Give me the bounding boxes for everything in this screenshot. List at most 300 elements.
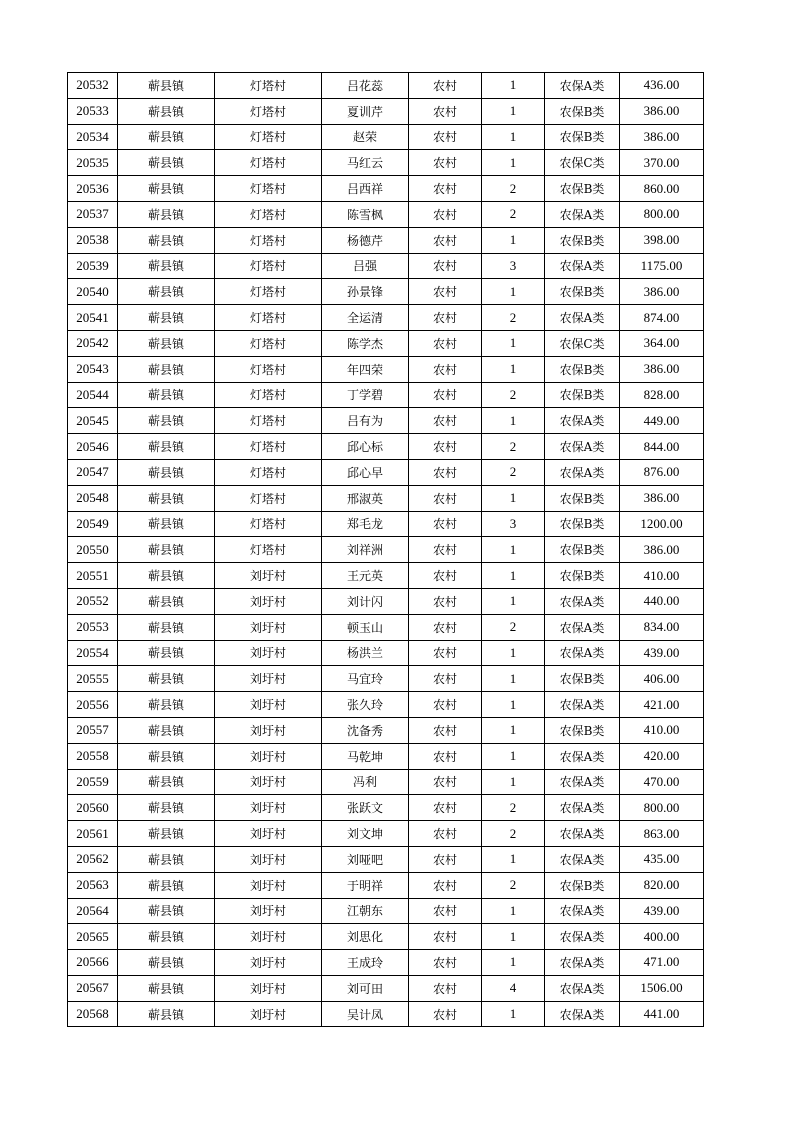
amount-cell: 449.00 — [620, 408, 704, 434]
record-id-cell: 20566 — [68, 950, 118, 976]
village-cell: 刘圩村 — [215, 666, 322, 692]
record-id-cell: 20546 — [68, 434, 118, 460]
town-cell: 蕲县镇 — [118, 459, 215, 485]
table-row — [68, 898, 704, 924]
town-cell: 蕲县镇 — [118, 666, 215, 692]
town-cell: 蕲县镇 — [118, 975, 215, 1001]
name-cell: 吕西祥 — [322, 176, 409, 202]
household-count-cell: 1 — [482, 1001, 545, 1027]
household-count-cell: 1 — [482, 692, 545, 718]
category-cell: 农保A类 — [545, 408, 620, 434]
table-row — [68, 227, 704, 253]
household-count-cell: 3 — [482, 511, 545, 537]
area-type-cell: 农村 — [409, 124, 482, 150]
record-id-cell: 20564 — [68, 898, 118, 924]
table-row — [68, 975, 704, 1001]
category-cell: 农保B类 — [545, 485, 620, 511]
category-cell: 农保B类 — [545, 124, 620, 150]
village-cell: 刘圩村 — [215, 614, 322, 640]
amount-cell: 386.00 — [620, 356, 704, 382]
household-count-cell: 2 — [482, 459, 545, 485]
amount-cell: 386.00 — [620, 98, 704, 124]
record-id-cell: 20542 — [68, 330, 118, 356]
name-cell: 吴计凤 — [322, 1001, 409, 1027]
name-cell: 江朝东 — [322, 898, 409, 924]
town-cell: 蕲县镇 — [118, 692, 215, 718]
household-count-cell: 1 — [482, 330, 545, 356]
amount-cell: 820.00 — [620, 872, 704, 898]
record-id-cell: 20543 — [68, 356, 118, 382]
village-cell: 刘圩村 — [215, 588, 322, 614]
name-cell: 杨德芹 — [322, 227, 409, 253]
area-type-cell: 农村 — [409, 459, 482, 485]
area-type-cell: 农村 — [409, 795, 482, 821]
name-cell: 邱心标 — [322, 434, 409, 460]
name-cell: 吕花蕊 — [322, 73, 409, 99]
area-type-cell: 农村 — [409, 201, 482, 227]
record-id-cell: 20554 — [68, 640, 118, 666]
town-cell: 蕲县镇 — [118, 408, 215, 434]
category-cell: 农保B类 — [545, 537, 620, 563]
record-id-cell: 20560 — [68, 795, 118, 821]
village-cell: 刘圩村 — [215, 975, 322, 1001]
village-cell: 刘圩村 — [215, 692, 322, 718]
category-cell: 农保B类 — [545, 176, 620, 202]
household-count-cell: 2 — [482, 795, 545, 821]
town-cell: 蕲县镇 — [118, 717, 215, 743]
category-cell: 农保A类 — [545, 1001, 620, 1027]
table-row — [68, 588, 704, 614]
amount-cell: 421.00 — [620, 692, 704, 718]
town-cell: 蕲县镇 — [118, 640, 215, 666]
amount-cell: 400.00 — [620, 924, 704, 950]
record-id-cell: 20556 — [68, 692, 118, 718]
name-cell: 吕有为 — [322, 408, 409, 434]
category-cell: 农保A类 — [545, 434, 620, 460]
table-row — [68, 459, 704, 485]
table-row — [68, 537, 704, 563]
name-cell: 刘可田 — [322, 975, 409, 1001]
village-cell: 刘圩村 — [215, 821, 322, 847]
village-cell: 灯塔村 — [215, 73, 322, 99]
category-cell: 农保C类 — [545, 330, 620, 356]
name-cell: 马宜玲 — [322, 666, 409, 692]
name-cell: 马乾坤 — [322, 743, 409, 769]
category-cell: 农保B类 — [545, 356, 620, 382]
area-type-cell: 农村 — [409, 98, 482, 124]
record-id-cell: 20567 — [68, 975, 118, 1001]
area-type-cell: 农村 — [409, 872, 482, 898]
category-cell: 农保A类 — [545, 924, 620, 950]
name-cell: 刘计闪 — [322, 588, 409, 614]
area-type-cell: 农村 — [409, 588, 482, 614]
category-cell: 农保A类 — [545, 459, 620, 485]
household-count-cell: 1 — [482, 537, 545, 563]
table-row — [68, 769, 704, 795]
household-count-cell: 2 — [482, 821, 545, 847]
name-cell: 全运清 — [322, 305, 409, 331]
town-cell: 蕲县镇 — [118, 485, 215, 511]
record-id-cell: 20549 — [68, 511, 118, 537]
town-cell: 蕲县镇 — [118, 124, 215, 150]
table-row — [68, 743, 704, 769]
amount-cell: 435.00 — [620, 846, 704, 872]
village-cell: 刘圩村 — [215, 640, 322, 666]
category-cell: 农保A类 — [545, 795, 620, 821]
town-cell: 蕲县镇 — [118, 743, 215, 769]
area-type-cell: 农村 — [409, 666, 482, 692]
household-count-cell: 2 — [482, 872, 545, 898]
town-cell: 蕲县镇 — [118, 537, 215, 563]
household-count-cell: 1 — [482, 150, 545, 176]
category-cell: 农保C类 — [545, 150, 620, 176]
record-id-cell: 20535 — [68, 150, 118, 176]
name-cell: 王元英 — [322, 563, 409, 589]
table-row — [68, 666, 704, 692]
table-row — [68, 821, 704, 847]
name-cell: 年四荣 — [322, 356, 409, 382]
area-type-cell: 农村 — [409, 692, 482, 718]
category-cell: 农保A类 — [545, 305, 620, 331]
name-cell: 杨洪兰 — [322, 640, 409, 666]
household-count-cell: 1 — [482, 666, 545, 692]
area-type-cell: 农村 — [409, 511, 482, 537]
household-count-cell: 2 — [482, 201, 545, 227]
amount-cell: 874.00 — [620, 305, 704, 331]
village-cell: 刘圩村 — [215, 743, 322, 769]
name-cell: 丁学碧 — [322, 382, 409, 408]
town-cell: 蕲县镇 — [118, 382, 215, 408]
name-cell: 刘思化 — [322, 924, 409, 950]
name-cell: 赵荣 — [322, 124, 409, 150]
record-id-cell: 20568 — [68, 1001, 118, 1027]
area-type-cell: 农村 — [409, 485, 482, 511]
table-row — [68, 253, 704, 279]
area-type-cell: 农村 — [409, 821, 482, 847]
town-cell: 蕲县镇 — [118, 150, 215, 176]
name-cell: 邱心早 — [322, 459, 409, 485]
village-cell: 刘圩村 — [215, 563, 322, 589]
town-cell: 蕲县镇 — [118, 950, 215, 976]
record-id-cell: 20541 — [68, 305, 118, 331]
record-id-cell: 20563 — [68, 872, 118, 898]
amount-cell: 406.00 — [620, 666, 704, 692]
area-type-cell: 农村 — [409, 743, 482, 769]
household-count-cell: 1 — [482, 898, 545, 924]
table-row — [68, 950, 704, 976]
amount-cell: 860.00 — [620, 176, 704, 202]
area-type-cell: 农村 — [409, 176, 482, 202]
table-row — [68, 614, 704, 640]
category-cell: 农保A类 — [545, 201, 620, 227]
town-cell: 蕲县镇 — [118, 846, 215, 872]
table-row — [68, 717, 704, 743]
table-row — [68, 485, 704, 511]
amount-cell: 800.00 — [620, 795, 704, 821]
household-count-cell: 2 — [482, 305, 545, 331]
record-id-cell: 20538 — [68, 227, 118, 253]
table-row — [68, 201, 704, 227]
amount-cell: 800.00 — [620, 201, 704, 227]
table-row — [68, 872, 704, 898]
area-type-cell: 农村 — [409, 253, 482, 279]
name-cell: 刘文坤 — [322, 821, 409, 847]
town-cell: 蕲县镇 — [118, 511, 215, 537]
village-cell: 灯塔村 — [215, 511, 322, 537]
household-count-cell: 1 — [482, 98, 545, 124]
table-row — [68, 692, 704, 718]
name-cell: 吕强 — [322, 253, 409, 279]
amount-cell: 386.00 — [620, 124, 704, 150]
table-row — [68, 563, 704, 589]
record-id-cell: 20565 — [68, 924, 118, 950]
household-count-cell: 1 — [482, 485, 545, 511]
category-cell: 农保A类 — [545, 898, 620, 924]
category-cell: 农保A类 — [545, 73, 620, 99]
household-count-cell: 1 — [482, 846, 545, 872]
record-id-cell: 20557 — [68, 717, 118, 743]
household-count-cell: 1 — [482, 717, 545, 743]
amount-cell: 364.00 — [620, 330, 704, 356]
name-cell: 邢淑英 — [322, 485, 409, 511]
village-cell: 刘圩村 — [215, 924, 322, 950]
town-cell: 蕲县镇 — [118, 73, 215, 99]
category-cell: 农保B类 — [545, 563, 620, 589]
record-id-cell: 20534 — [68, 124, 118, 150]
category-cell: 农保B类 — [545, 98, 620, 124]
village-cell: 灯塔村 — [215, 124, 322, 150]
amount-cell: 441.00 — [620, 1001, 704, 1027]
household-count-cell: 1 — [482, 124, 545, 150]
category-cell: 农保A类 — [545, 743, 620, 769]
table-row — [68, 408, 704, 434]
town-cell: 蕲县镇 — [118, 356, 215, 382]
village-cell: 刘圩村 — [215, 1001, 322, 1027]
record-id-cell: 20548 — [68, 485, 118, 511]
village-cell: 灯塔村 — [215, 201, 322, 227]
table-row — [68, 124, 704, 150]
household-count-cell: 2 — [482, 176, 545, 202]
village-cell: 灯塔村 — [215, 150, 322, 176]
record-id-cell: 20559 — [68, 769, 118, 795]
table-row — [68, 98, 704, 124]
category-cell: 农保B类 — [545, 872, 620, 898]
village-cell: 灯塔村 — [215, 176, 322, 202]
household-count-cell: 1 — [482, 640, 545, 666]
town-cell: 蕲县镇 — [118, 872, 215, 898]
town-cell: 蕲县镇 — [118, 821, 215, 847]
record-id-cell: 20551 — [68, 563, 118, 589]
village-cell: 灯塔村 — [215, 356, 322, 382]
household-count-cell: 1 — [482, 588, 545, 614]
table-row — [68, 73, 704, 99]
amount-cell: 439.00 — [620, 640, 704, 666]
village-cell: 刘圩村 — [215, 898, 322, 924]
table-row — [68, 382, 704, 408]
area-type-cell: 农村 — [409, 356, 482, 382]
name-cell: 顿玉山 — [322, 614, 409, 640]
village-cell: 灯塔村 — [215, 279, 322, 305]
category-cell: 农保B类 — [545, 382, 620, 408]
village-cell: 灯塔村 — [215, 305, 322, 331]
town-cell: 蕲县镇 — [118, 176, 215, 202]
household-count-cell: 2 — [482, 614, 545, 640]
amount-cell: 1506.00 — [620, 975, 704, 1001]
area-type-cell: 农村 — [409, 563, 482, 589]
table-row — [68, 795, 704, 821]
household-count-cell: 3 — [482, 253, 545, 279]
household-count-cell: 4 — [482, 975, 545, 1001]
village-cell: 刘圩村 — [215, 717, 322, 743]
table-body — [68, 73, 704, 1027]
name-cell: 孙景锋 — [322, 279, 409, 305]
town-cell: 蕲县镇 — [118, 201, 215, 227]
category-cell: 农保A类 — [545, 588, 620, 614]
record-id-cell: 20558 — [68, 743, 118, 769]
name-cell: 刘哑吧 — [322, 846, 409, 872]
amount-cell: 410.00 — [620, 717, 704, 743]
amount-cell: 1175.00 — [620, 253, 704, 279]
table-row — [68, 305, 704, 331]
town-cell: 蕲县镇 — [118, 769, 215, 795]
name-cell: 刘祥洲 — [322, 537, 409, 563]
category-cell: 农保A类 — [545, 692, 620, 718]
town-cell: 蕲县镇 — [118, 588, 215, 614]
area-type-cell: 农村 — [409, 150, 482, 176]
category-cell: 农保A类 — [545, 821, 620, 847]
category-cell: 农保B类 — [545, 666, 620, 692]
record-id-cell: 20539 — [68, 253, 118, 279]
table-row — [68, 846, 704, 872]
record-id-cell: 20540 — [68, 279, 118, 305]
household-count-cell: 1 — [482, 73, 545, 99]
amount-cell: 398.00 — [620, 227, 704, 253]
household-count-cell: 1 — [482, 924, 545, 950]
town-cell: 蕲县镇 — [118, 330, 215, 356]
record-id-cell: 20562 — [68, 846, 118, 872]
area-type-cell: 农村 — [409, 769, 482, 795]
village-cell: 灯塔村 — [215, 382, 322, 408]
name-cell: 陈学杰 — [322, 330, 409, 356]
area-type-cell: 农村 — [409, 305, 482, 331]
household-count-cell: 1 — [482, 279, 545, 305]
amount-cell: 386.00 — [620, 485, 704, 511]
household-count-cell: 2 — [482, 382, 545, 408]
category-cell: 农保A类 — [545, 975, 620, 1001]
village-cell: 灯塔村 — [215, 434, 322, 460]
record-id-cell: 20545 — [68, 408, 118, 434]
area-type-cell: 农村 — [409, 434, 482, 460]
village-cell: 灯塔村 — [215, 330, 322, 356]
table-row — [68, 279, 704, 305]
town-cell: 蕲县镇 — [118, 434, 215, 460]
household-count-cell: 1 — [482, 743, 545, 769]
village-cell: 灯塔村 — [215, 227, 322, 253]
area-type-cell: 农村 — [409, 846, 482, 872]
amount-cell: 470.00 — [620, 769, 704, 795]
name-cell: 王成玲 — [322, 950, 409, 976]
area-type-cell: 农村 — [409, 1001, 482, 1027]
amount-cell: 386.00 — [620, 279, 704, 305]
town-cell: 蕲县镇 — [118, 98, 215, 124]
name-cell: 于明祥 — [322, 872, 409, 898]
name-cell: 马红云 — [322, 150, 409, 176]
records-table — [67, 72, 704, 1027]
table-row — [68, 640, 704, 666]
village-cell: 刘圩村 — [215, 872, 322, 898]
name-cell: 冯利 — [322, 769, 409, 795]
household-count-cell: 1 — [482, 950, 545, 976]
category-cell: 农保B类 — [545, 511, 620, 537]
amount-cell: 471.00 — [620, 950, 704, 976]
name-cell: 张久玲 — [322, 692, 409, 718]
record-id-cell: 20544 — [68, 382, 118, 408]
category-cell: 农保B类 — [545, 279, 620, 305]
table-row — [68, 511, 704, 537]
amount-cell: 410.00 — [620, 563, 704, 589]
household-count-cell: 1 — [482, 356, 545, 382]
household-count-cell: 1 — [482, 563, 545, 589]
record-id-cell: 20555 — [68, 666, 118, 692]
amount-cell: 439.00 — [620, 898, 704, 924]
town-cell: 蕲县镇 — [118, 924, 215, 950]
household-count-cell: 2 — [482, 434, 545, 460]
amount-cell: 1200.00 — [620, 511, 704, 537]
category-cell: 农保A类 — [545, 640, 620, 666]
area-type-cell: 农村 — [409, 975, 482, 1001]
area-type-cell: 农村 — [409, 717, 482, 743]
name-cell: 郑毛龙 — [322, 511, 409, 537]
record-id-cell: 20552 — [68, 588, 118, 614]
table-row — [68, 434, 704, 460]
town-cell: 蕲县镇 — [118, 305, 215, 331]
amount-cell: 828.00 — [620, 382, 704, 408]
area-type-cell: 农村 — [409, 279, 482, 305]
amount-cell: 876.00 — [620, 459, 704, 485]
amount-cell: 386.00 — [620, 537, 704, 563]
household-count-cell: 1 — [482, 408, 545, 434]
name-cell: 张跃文 — [322, 795, 409, 821]
town-cell: 蕲县镇 — [118, 795, 215, 821]
area-type-cell: 农村 — [409, 382, 482, 408]
village-cell: 灯塔村 — [215, 459, 322, 485]
record-id-cell: 20532 — [68, 73, 118, 99]
area-type-cell: 农村 — [409, 924, 482, 950]
table-row — [68, 150, 704, 176]
area-type-cell: 农村 — [409, 640, 482, 666]
village-cell: 灯塔村 — [215, 408, 322, 434]
table-row — [68, 356, 704, 382]
town-cell: 蕲县镇 — [118, 1001, 215, 1027]
record-id-cell: 20537 — [68, 201, 118, 227]
amount-cell: 436.00 — [620, 73, 704, 99]
category-cell: 农保A类 — [545, 846, 620, 872]
category-cell: 农保B类 — [545, 227, 620, 253]
amount-cell: 370.00 — [620, 150, 704, 176]
record-id-cell: 20547 — [68, 459, 118, 485]
table-row — [68, 924, 704, 950]
town-cell: 蕲县镇 — [118, 279, 215, 305]
village-cell: 灯塔村 — [215, 253, 322, 279]
town-cell: 蕲县镇 — [118, 563, 215, 589]
amount-cell: 834.00 — [620, 614, 704, 640]
name-cell: 沈备秀 — [322, 717, 409, 743]
record-id-cell: 20533 — [68, 98, 118, 124]
village-cell: 刘圩村 — [215, 846, 322, 872]
amount-cell: 420.00 — [620, 743, 704, 769]
area-type-cell: 农村 — [409, 537, 482, 563]
household-count-cell: 1 — [482, 227, 545, 253]
